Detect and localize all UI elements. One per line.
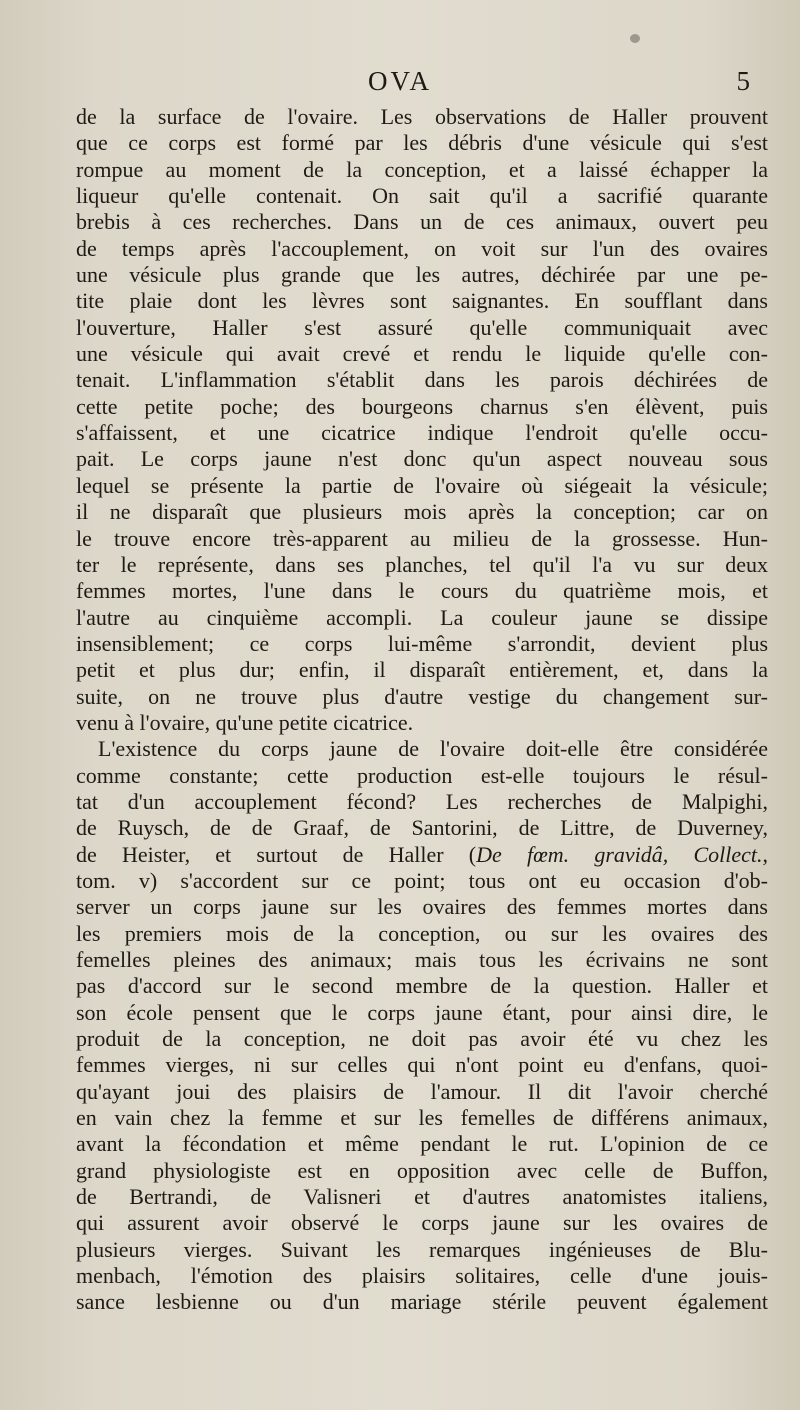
text-line: de Bertrandi, de Valisneri et d'autres anatomistes italiens,	[76, 1184, 768, 1210]
text-line: de Ruysch, de de Graaf, de Santorini, de Littre, de Duverney,	[76, 815, 768, 841]
text-line: de la surface de l'ovaire. Les observations de Haller prouvent	[76, 104, 768, 129]
text-line: L'existence du corps jaune de l'ovaire doit-elle être considérée	[98, 736, 768, 762]
text-line: s'affaissent, et une cicatrice indique l'endroit qu'elle occu-	[76, 420, 768, 446]
text-line: plusieurs vierges. Suivant les remarques ingénieuses de Blu-	[76, 1236, 768, 1262]
text-line: femmes vierges, ni sur celles qui n'ont point eu d'enfans, quoi-	[76, 1052, 768, 1078]
text-line: femmes mortes, l'une dans le cours du quatrième mois, et	[76, 578, 768, 604]
text-line: l'autre au cinquième accompli. La couleur jaune se dissipe	[76, 604, 768, 630]
text-line: que ce corps est formé par les débris d'une vésicule qui s'est	[76, 130, 768, 156]
text-line: les premiers mois de la conception, ou sur les ovaires des	[76, 920, 768, 946]
text-line: tom. v) s'accordent sur ce point; tous ont eu occasion d'ob-	[76, 867, 768, 893]
text-line: avant la fécondation et même pendant le rut. L'opinion de ce	[76, 1131, 768, 1157]
text-line-with-citation	[76, 842, 768, 868]
text-line: l'ouverture, Haller s'est assuré qu'elle communiquait avec	[76, 314, 768, 340]
text-line: brebis à ces recherches. Dans un de ces animaux, ouvert peu	[76, 209, 768, 235]
text-line: rompue au moment de la conception, et a laissé échapper la	[76, 156, 768, 182]
text-line: petit et plus dur; enfin, il disparaît entièrement, et, dans la	[76, 657, 768, 683]
text-line: femelles pleines des animaux; mais tous les écrivains ne sont	[76, 947, 768, 972]
text-line: grand physiologiste est en opposition avec celle de Buffon,	[76, 1157, 768, 1183]
text-line: de temps après l'accouplement, on voit sur l'un des ovaires	[76, 235, 768, 261]
text-line: il ne disparaît que plusieurs mois après la conception; car on	[76, 499, 768, 525]
text-line: insensiblement; ce corps lui-même s'arrondit, devient plus	[76, 630, 768, 656]
text-line: server un corps jaune sur les ovaires des femmes mortes dans	[76, 894, 768, 920]
text-line: produit de la conception, ne doit pas avoir été vu chez les	[76, 1026, 768, 1052]
text-line: qui assurent avoir observé le corps jaune sur les ovaires de	[76, 1210, 768, 1236]
text-line: le trouve encore très-apparent au milieu de la grossesse. Hun-	[76, 525, 768, 551]
paragraph-corps-jaune-question	[76, 736, 768, 1316]
text-line: comme constante; cette production est-elle toujours le résul-	[76, 762, 768, 788]
text-line: tite plaie dont les lèvres sont saignantes. En soufflant dans	[76, 288, 768, 314]
text-line: en vain chez la femme et sur les femelles de différens animaux,	[76, 1105, 768, 1131]
text-line: une vésicule qui avait crevé et rendu le liquide qu'elle con-	[76, 341, 768, 367]
text-line: cette petite poche; des bourgeons charnus s'en élèvent, puis	[76, 393, 768, 419]
paragraph-corps-jaune-formation	[76, 104, 768, 736]
text-segment: de Heister, et surtout de Haller (	[76, 841, 477, 867]
text-line: sance lesbienne ou d'un mariage stérile peuvent également	[76, 1289, 768, 1315]
text-line: tenait. L'inflammation s'établit dans les parois déchirées de	[76, 367, 768, 393]
page-number: 5	[736, 66, 750, 96]
text-line: lequel se présente la partie de l'ovaire où siégeait la vésicule;	[76, 472, 768, 498]
text-line: tat d'un accouplement fécond? Les recherches de Malpighi,	[76, 788, 768, 814]
text-line: menbach, l'émotion des plaisirs solitaires, celle d'une jouis-	[76, 1263, 768, 1289]
citation-punctuation: ,	[762, 841, 768, 867]
ink-blemish	[630, 34, 640, 43]
text-line: pait. Le corps jaune n'est donc qu'un aspect nouveau sous	[76, 446, 768, 472]
text-line: qu'ayant joui des plaisirs de l'amour. Il dit l'avoir cherché	[76, 1078, 768, 1104]
text-line: liqueur qu'elle contenait. On sait qu'il a sacrifié quarante	[76, 183, 768, 209]
text-line: suite, on ne trouve plus d'autre vestige du changement sur-	[76, 683, 768, 709]
citation-title: De fœm. gravidâ, Collect.	[476, 841, 763, 867]
text-line: une vésicule plus grande que les autres, déchirée par une pe-	[76, 262, 768, 288]
text-line: ter le représente, dans ses planches, tel qu'il l'a vu sur deux	[76, 551, 768, 577]
running-head: OVA	[367, 66, 432, 96]
text-line: venu à l'ovaire, qu'une petite cicatrice.	[76, 709, 414, 735]
page-header	[0, 66, 800, 106]
text-line: pas d'accord sur le second membre de la question. Haller et	[76, 973, 768, 999]
text-line: son école pensent que le corps jaune étant, pour ainsi dire, le	[76, 999, 768, 1025]
body-text	[76, 104, 768, 1316]
